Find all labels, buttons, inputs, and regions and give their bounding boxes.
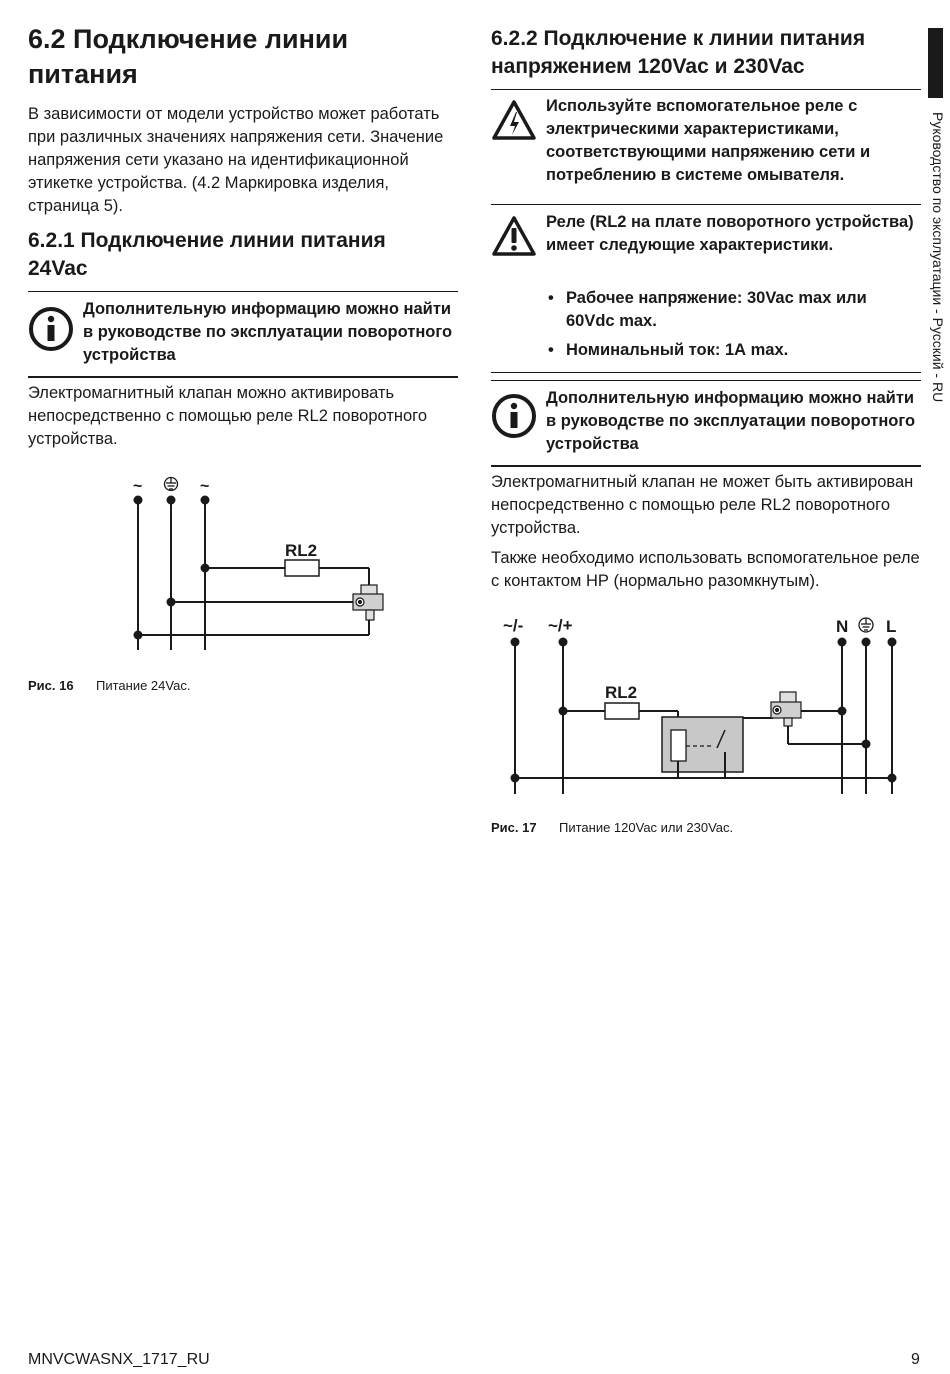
solenoid-valve-icon (353, 585, 383, 620)
auxiliary-relay (662, 717, 743, 778)
phase-label-1: ~ (133, 478, 143, 495)
list-item: • Рабочее напряжение: 30Vac max или 60Vdc max. (546, 287, 918, 333)
section-title-line-2: питания (28, 59, 138, 89)
divider (491, 372, 921, 373)
subsection-title-line-2: 24Vac (28, 257, 88, 280)
subsection-title-line-1: 6.2.2 Подключение к линии питания (491, 27, 866, 50)
warning-note (491, 211, 921, 371)
phase-label-2: ~ (200, 478, 210, 495)
wiring-diagram-24vac (123, 472, 398, 657)
section-title (28, 22, 348, 92)
relay-rl2-resistor (285, 560, 319, 576)
info-circle-icon (28, 306, 74, 352)
page-number: 9 (911, 1351, 920, 1368)
divider (491, 465, 921, 467)
figure-16-number: Рис. 16 (28, 678, 74, 693)
section-title-line-1: 6.2 Подключение линии (28, 24, 349, 54)
junction-dot (888, 774, 897, 783)
intro-paragraph: В зависимости от модели устройство может работать при различных значениях напряжения сети. Значение напряжения сети указано на идентификационной этикетке устройства. (4.2 Маркировка изделия, страница 5). (28, 105, 444, 215)
figure-17-number: Рис. 17 (491, 820, 537, 835)
divider (491, 204, 921, 205)
live-label: L (886, 617, 897, 636)
junction-dot (511, 774, 520, 783)
junction-dot (838, 707, 847, 716)
solenoid-valve-icon (771, 692, 801, 726)
warning-text: Реле (RL2 на плате поворотного устройства) имеет следующие характеристики. (546, 213, 914, 254)
electric-warning-text: Используйте вспомогательное реле с электрическими характеристиками, соответствующими напряжению сети и потреблению в системе омывателя. (546, 97, 871, 184)
info-note-text: Дополнительную информацию можно найти в руководстве по эксплуатации поворотного устройства (83, 300, 453, 364)
terminal-dot (134, 496, 143, 505)
divider (28, 376, 458, 378)
body-paragraph-2: Также необходимо использовать вспомогательное реле с контактом НР (нормально разомкнутым). (491, 549, 920, 590)
electric-hazard-icon (491, 99, 537, 141)
relay-rl2-resistor (605, 703, 639, 719)
info-note (28, 298, 458, 368)
junction-dot (862, 740, 871, 749)
supply-label-minus: ~/- (503, 616, 524, 635)
terminal-dot (511, 638, 520, 647)
document-code: MNVCWASNX_1717_RU (28, 1351, 210, 1368)
info-note (491, 387, 921, 457)
junction-dot (134, 631, 143, 640)
figure-16-caption (28, 678, 190, 694)
sidebar-tab-marker (928, 28, 943, 98)
figure-16-text: Питание 24Vac. (96, 678, 191, 693)
terminal-dot (559, 638, 568, 647)
wiring-diagram-120-230vac (491, 612, 911, 797)
info-circle-icon (491, 393, 537, 439)
terminal-dot (862, 638, 871, 647)
supply-label-plus: ~/+ (548, 616, 573, 635)
junction-dot (559, 707, 568, 716)
ground-symbol-icon (165, 478, 178, 491)
warning-triangle-icon (491, 215, 537, 257)
junction-dot (201, 564, 210, 573)
subsection-title-line-1: 6.2.1 Подключение линии питания (28, 229, 386, 252)
body-paragraph: Электромагнитный клапан можно активировать непосредственно с помощью реле RL2 поворотного устройства. (28, 384, 427, 448)
terminal-dot (888, 638, 897, 647)
electric-warning-note (491, 95, 921, 190)
subsection-title-120-230vac (491, 25, 865, 81)
relay-coil (671, 730, 686, 761)
divider (491, 380, 921, 381)
junction-dot (167, 598, 176, 607)
figure-17-text: Питание 120Vac или 230Vac. (559, 820, 734, 835)
subsection-title-24vac (28, 227, 386, 283)
relay-label: RL2 (285, 541, 318, 560)
subsection-title-line-2: напряжением 120Vac и 230Vac (491, 55, 805, 78)
terminal-dot (838, 638, 847, 647)
ground-symbol-icon (859, 618, 873, 632)
body-paragraph-1: Электромагнитный клапан не может быть активирован непосредственно с помощью реле RL2 поворотного устройства. (491, 473, 914, 537)
neutral-label: N (836, 617, 849, 636)
relay-specs-list (546, 287, 918, 368)
relay-label: RL2 (605, 683, 638, 702)
figure-17-caption (491, 820, 733, 836)
divider (28, 291, 458, 292)
divider (491, 89, 921, 90)
terminal-dot (201, 496, 210, 505)
list-item: • Номинальный ток: 1А max. (546, 339, 918, 362)
info-note-text: Дополнительную информацию можно найти в руководстве по эксплуатации поворотного устройства (546, 389, 916, 453)
terminal-dot (167, 496, 176, 505)
sidebar-manual-label: Руководство по эксплуатации - Русский - RU (930, 112, 946, 403)
